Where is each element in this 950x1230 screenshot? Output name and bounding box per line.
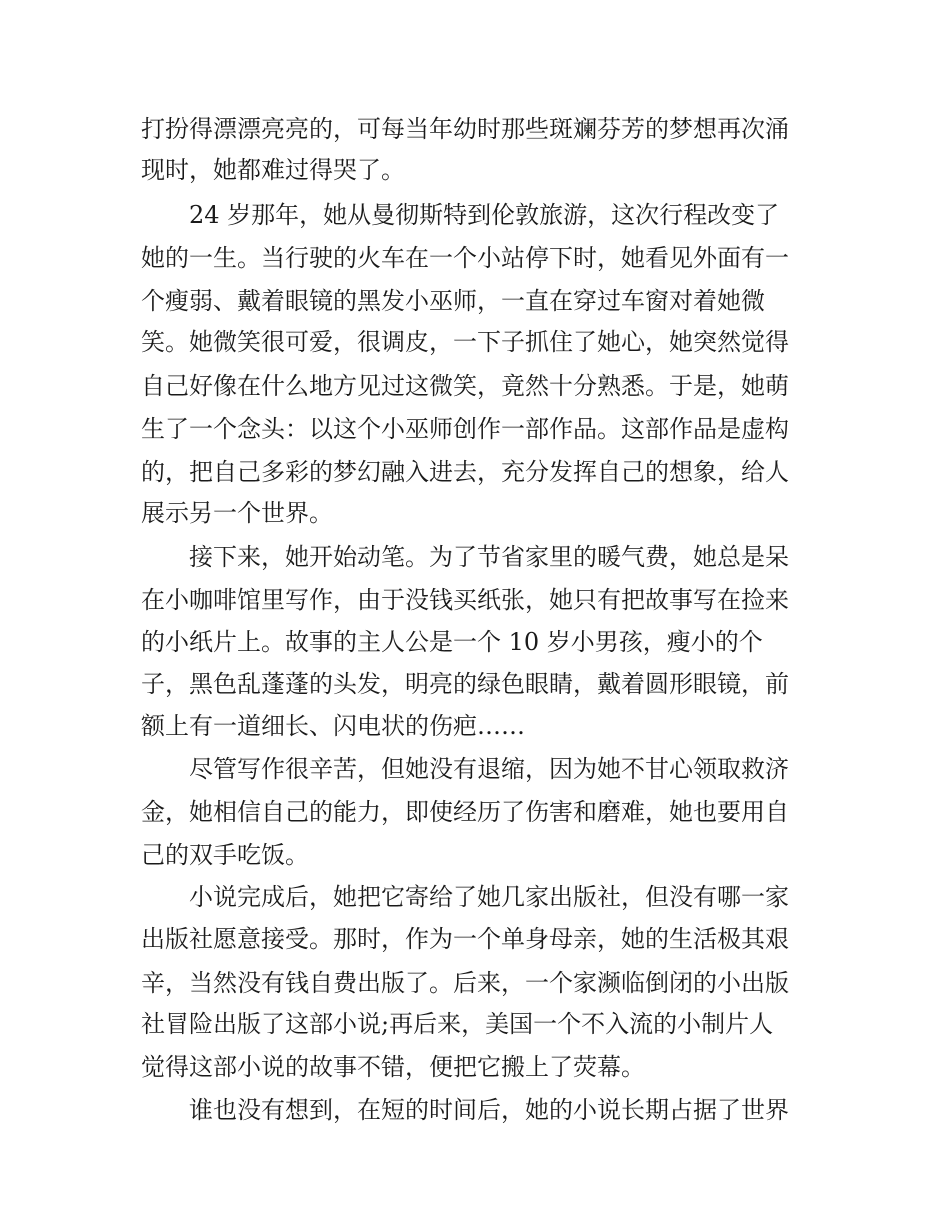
text-line: 子，黑色乱蓬蓬的头发，明亮的绿色眼睛，戴着圆形眼镜，前 [141, 670, 789, 698]
paragraph-first-line: 接下来，她开始动笔。为了节省家里的暖气费，她总是呆 [189, 543, 789, 571]
paragraph-first-line: 谁也没有想到，在短的时间后，她的小说长期占据了世界 [189, 1096, 789, 1124]
text-line: 在小咖啡馆里写作，由于没钱买纸张，她只有把故事写在捡来 [141, 586, 789, 614]
text-line: 出版社愿意接受。那时，作为一个单身母亲，她的生活极其艰 [141, 925, 789, 953]
text-line: 她的一生。当行驶的火车在一个小站停下时，她看见外面有一 [141, 244, 789, 272]
paragraph-first-line: 尽管写作很辛苦，但她没有退缩，因为她不甘心领取救济 [189, 755, 789, 783]
text-line: 金，她相信自己的能力，即使经历了伤害和磨难，她也要用自 [141, 798, 789, 826]
text-line: 展示另一个世界。 [141, 499, 333, 527]
text-line: 自己好像在什么地方见过这微笑，竟然十分熟悉。于是，她萌 [141, 372, 789, 400]
text-line: 的，把自己多彩的梦幻融入进去，充分发挥自己的想象，给人 [141, 458, 789, 486]
text-line: 打扮得漂漂亮亮的，可每当年幼时那些斑斓芬芳的梦想再次涌 [141, 115, 789, 143]
text-line: 觉得这部小说的故事不错，便把它搬上了荧幕。 [141, 1053, 645, 1081]
text-line: 的小纸片上。故事的主人公是一个 10 岁小男孩，瘦小的个 [141, 628, 763, 656]
text-line: 辛，当然没有钱自费出版了。后来，一个家濒临倒闭的小出版 [141, 969, 789, 997]
text-line: 社冒险出版了这部小说;再后来，美国一个不入流的小制片人 [141, 1010, 774, 1038]
text-line: 笑。她微笑很可爱，很调皮，一下子抓住了她心，她突然觉得 [141, 328, 789, 356]
text-line: 个瘦弱、戴着眼镜的黑发小巫师，一直在穿过车窗对着她微 [141, 287, 765, 315]
text-line: 额上有一道细长、闪电状的伤疤…… [141, 712, 525, 740]
text-line: 生了一个念头：以这个小巫师创作一部作品。这部作品是虚构 [141, 415, 789, 443]
paragraph-first-line: 小说完成后，她把它寄给了她几家出版社，但没有哪一家 [189, 883, 789, 911]
text-line: 现时，她都难过得哭了。 [141, 156, 405, 184]
paragraph-first-line: 24 岁那年，她从曼彻斯特到伦敦旅游，这次行程改变了 [189, 201, 780, 229]
text-line: 己的双手吃饭。 [141, 841, 309, 869]
